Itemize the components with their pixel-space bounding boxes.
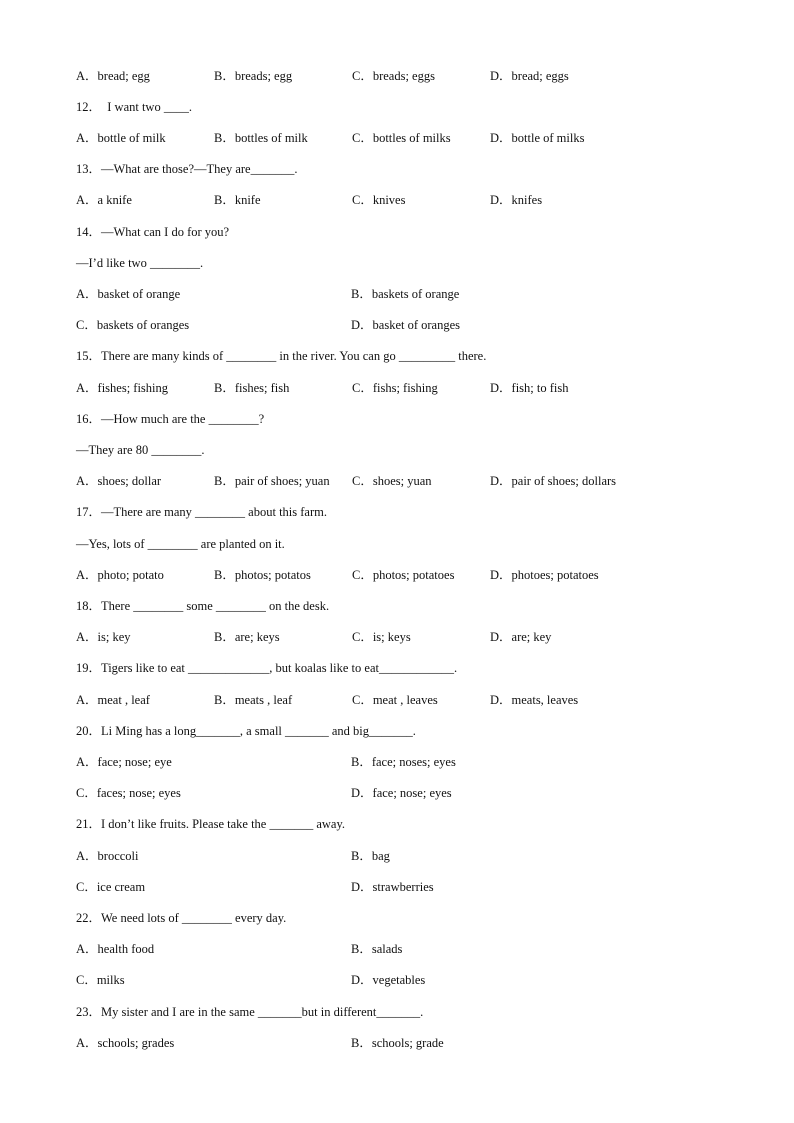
answer-option[interactable]: C．ice cream: [76, 880, 146, 894]
answer-option[interactable]: A．bread; egg: [76, 69, 150, 83]
answer-option[interactable]: A．schools; grades: [76, 1036, 175, 1050]
answer-option[interactable]: A．meat , leaf: [76, 693, 150, 707]
question-text: 12． I want two ____.: [76, 100, 192, 114]
answer-option[interactable]: D．strawberries: [351, 880, 434, 894]
question-text: 18．There ________ some ________ on the desk.: [76, 599, 330, 613]
question-text: 20．Li Ming has a long_______, a small _______ and big_______.: [76, 724, 416, 738]
answer-option[interactable]: B．schools; grade: [351, 1036, 444, 1050]
answer-option[interactable]: C．knives: [352, 193, 406, 207]
question-text: 15．There are many kinds of ________ in the river. You can go _________ there.: [76, 349, 487, 363]
answer-option[interactable]: C．photos; potatoes: [352, 568, 455, 582]
answer-option[interactable]: C．shoes; yuan: [352, 474, 432, 488]
answer-option[interactable]: B．bottles of milk: [214, 131, 308, 145]
answer-option[interactable]: B．meats , leaf: [214, 693, 293, 707]
answer-option[interactable]: D．fish; to fish: [490, 381, 569, 395]
answer-option[interactable]: C．bottles of milks: [352, 131, 451, 145]
answer-option[interactable]: B．photos; potatos: [214, 568, 311, 582]
answer-option[interactable]: D．pair of shoes; dollars: [490, 474, 617, 488]
question-text: 13．—What are those?—They are_______.: [76, 162, 298, 176]
answer-option[interactable]: B．face; noses; eyes: [351, 755, 456, 769]
answer-option[interactable]: B．baskets of orange: [351, 287, 460, 301]
answer-option[interactable]: D．vegetables: [351, 973, 426, 987]
answer-option[interactable]: C．meat , leaves: [352, 693, 438, 707]
answer-option[interactable]: D．bottle of milks: [490, 131, 585, 145]
answer-option[interactable]: D．photoes; potatoes: [490, 568, 599, 582]
answer-option[interactable]: A．basket of orange: [76, 287, 181, 301]
answer-option[interactable]: A．is; key: [76, 630, 131, 644]
answer-option[interactable]: D．are; key: [490, 630, 552, 644]
answer-option[interactable]: B．breads; egg: [214, 69, 293, 83]
question-text: 21．I don’t like fruits. Please take the _______ away.: [76, 817, 346, 831]
answer-option[interactable]: B．pair of shoes; yuan: [214, 474, 330, 488]
question-text: 14．—What can I do for you?: [76, 225, 230, 239]
answer-option[interactable]: D．meats, leaves: [490, 693, 579, 707]
answer-option[interactable]: B．salads: [351, 942, 403, 956]
answer-option[interactable]: C．faces; nose; eyes: [76, 786, 181, 800]
question-text: 16．—How much are the ________?: [76, 412, 265, 426]
answer-option[interactable]: D．knifes: [490, 193, 543, 207]
answer-option[interactable]: C．milks: [76, 973, 125, 987]
answer-option[interactable]: C．baskets of oranges: [76, 318, 190, 332]
answer-option[interactable]: B．fishes; fish: [214, 381, 290, 395]
answer-option[interactable]: C．breads; eggs: [352, 69, 435, 83]
question-text: —I’d like two ________.: [76, 256, 204, 270]
answer-option[interactable]: B．bag: [351, 849, 390, 863]
answer-option[interactable]: C．is; keys: [352, 630, 411, 644]
answer-option[interactable]: A．shoes; dollar: [76, 474, 162, 488]
answer-option[interactable]: A．face; nose; eye: [76, 755, 172, 769]
answer-option[interactable]: C．fishs; fishing: [352, 381, 438, 395]
answer-option[interactable]: A．fishes; fishing: [76, 381, 169, 395]
answer-option[interactable]: A．bottle of milk: [76, 131, 166, 145]
answer-option[interactable]: D．basket of oranges: [351, 318, 460, 332]
question-text: 17．—There are many ________ about this farm.: [76, 505, 327, 519]
answer-option[interactable]: D．face; nose; eyes: [351, 786, 452, 800]
question-text: 23．My sister and I are in the same _______but in different_______.: [76, 1005, 424, 1019]
answer-option[interactable]: A．photo; potato: [76, 568, 164, 582]
question-text: 19．Tigers like to eat _____________, but koalas like to eat____________.: [76, 661, 458, 675]
question-text: —They are 80 ________.: [76, 443, 205, 457]
question-text: —Yes, lots of ________ are planted on it.: [76, 537, 285, 551]
answer-option[interactable]: B．knife: [214, 193, 261, 207]
answer-option[interactable]: B．are; keys: [214, 630, 280, 644]
answer-option[interactable]: A．a knife: [76, 193, 132, 207]
answer-option[interactable]: A．health food: [76, 942, 155, 956]
answer-option[interactable]: D．bread; eggs: [490, 69, 569, 83]
answer-option[interactable]: A．broccoli: [76, 849, 139, 863]
question-text: 22．We need lots of ________ every day.: [76, 911, 287, 925]
